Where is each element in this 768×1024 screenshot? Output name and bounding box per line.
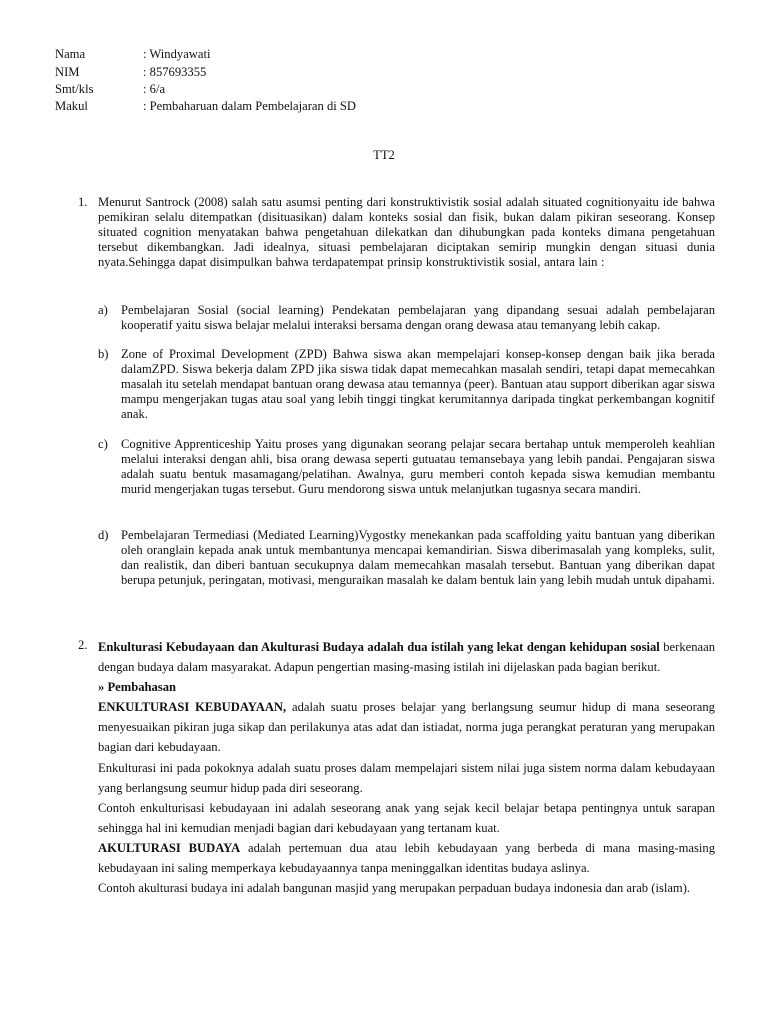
header-value: : Windyawati [143, 47, 211, 61]
item-number: 1. [78, 195, 88, 209]
header-value: : 6/a [143, 82, 166, 96]
akulturasi-term: AKULTURASI BUDAYA [98, 840, 241, 855]
item2-lead [98, 637, 715, 677]
section-heading: » Pembahasan [98, 680, 177, 695]
header-label: Makul [55, 99, 88, 113]
header-value: : 857693355 [143, 65, 207, 79]
header-label: NIM [55, 65, 80, 79]
header-label: Nama [55, 47, 86, 61]
document-title: TT2 [373, 148, 395, 162]
lead-bold: Enkulturasi Kebudayaan dan Akulturasi Budaya adalah dua istilah yang lekat dengan kehidupan sosial [98, 640, 660, 654]
point-text: Zone of Proximal Development (ZPD) Bahwa siswa akan mempelajari konsep-konsep dengan baik jika berada dalamZPD. Siswa bekerja dalam ZPD jika siswa tidak dapat memecahkan masalah sendiri, tetapi dapat memecahkan masalah itu setelah mendapat bantuan orang dewasa atau temannya (peer). Bantuan atau support diberikan agar siswa mampu mengerjakan tugas atau soal yang lebih tinggi tingkat kerumitannya daripada tingkat perkembangan kognitif anak. [121, 347, 715, 422]
point-letter: d) [98, 528, 109, 542]
point-letter: a) [98, 303, 108, 317]
enkulturasi-example: Contoh enkulturisasi kebudayaan ini adalah seseorang anak yang sejak kecil belajar betapa pentingnya untuk sarapan sehingga hal ini kemudian menjadi bagian dari kebudayaan yang tertanam kuat. [98, 800, 715, 835]
point-letter: b) [98, 347, 109, 361]
akulturasi-definition: AKULTURASI BUDAYA adalah pertemuan dua atau lebih kebudayaan yang berbeda di mana masing-masing kebudayaan ini saling memperkaya kebudayaannya tanpa meninggalkan identitas budaya aslinya. [98, 840, 715, 876]
point-text: Cognitive Apprenticeship Yaitu proses yang digunakan seorang pelajar secara bertahap untuk memperoleh keahlian melalui interaksi dengan ahli, bisa orang dewasa seperti gutuatau temansebaya yang lebih pandai. Pengajaran siswa adalah suatu bentuk masamagang/pelatihan. Awalnya, guru memberi contoh kepada siswa kemudian membantu murid mengerjakan tugas tersebut. Guru mendorong siswa untuk melanjutkan tugasnya secara mandiri. [121, 437, 715, 497]
enkulturasi-paragraph: Enkulturasi ini pada pokoknya adalah suatu proses dalam mempelajari sistem nilai juga sistem norma dalam kebudayaan yang berlangsung seumur hidup pada diri seseorang. [98, 760, 715, 795]
header-label: Smt/kls [55, 82, 94, 96]
akulturasi-example: Contoh akulturasi budaya ini adalah bangunan masjid yang merupakan perpaduan budaya indonesia dan arab (islam). [98, 881, 691, 896]
point-text: Pembelajaran Sosial (social learning) Pendekatan pembelajaran yang dipandang sesuai adalah pembelajaran kooperatif yaitu siswa belajar melalui interaksi bersama dengan orang dewasa atau temanyang lebih cakap. [121, 303, 715, 333]
item1-intro: Menurut Santrock (2008) salah satu asumsi penting dari konstruktivistik sosial adalah situated cognitionyaitu ide bahwa pemikiran selalu ditempatkan (disituasikan) dalam konteks sosial dan fisik, bukan dalam pikiran seseorang. Konsep situated cognition menyatakan bahwa pengetahuan dilekatkan dan dihubungkan pada konteks dimana pengetahuan tersebut dikembangkan. Jadi idealnya, situasi pembelajaran diciptakan semirip mungkin dengan situasi dunia nyata.Sehingga dapat disimpulkan bahwa terdapatempat prinsip konstruktivistik sosial, antara lain : [98, 195, 715, 270]
item2-body [98, 637, 715, 898]
enkulturasi-term: ENKULTURASI KEBUDAYAAN, [98, 700, 287, 715]
point-text: Pembelajaran Termediasi (Mediated Learning)Vygostky menekankan pada scaffolding yaitu bantuan yang diberikan oleh oranglain kepada anak untuk membantunya mencapai kemandirian. Siswa diberimasalah yang kompleks, sulit, dan realistik, dan diberi bantuan secukupnya dalam memecahkan masalah tersebut. Bantuan yang diberikan dapat berupa petunjuk, peringatan, motivasi, menguraikan masalah ke dalam bentuk lain yang lebih mudah untuk dipahami. [121, 528, 715, 588]
item-number: 2. [78, 638, 88, 652]
lead-rest: berkenaan dengan budaya dalam masyarakat. Adapun pengertian masing-masing istilah ini dijelaskan pada bagian berikut. [98, 640, 715, 675]
header-value: : Pembaharuan dalam Pembelajaran di SD [143, 99, 356, 113]
enkulturasi-definition: ENKULTURASI KEBUDAYAAN, adalah suatu proses belajar yang berlangsung seumur hidup di mana seseorang menyesuaikan pikiran juga sikap dan perilakunya atas adat dan istiadat, norma juga perangkat peraturan yang merupakan bagian dari kebudayaan. [98, 700, 715, 755]
point-letter: c) [98, 437, 108, 451]
